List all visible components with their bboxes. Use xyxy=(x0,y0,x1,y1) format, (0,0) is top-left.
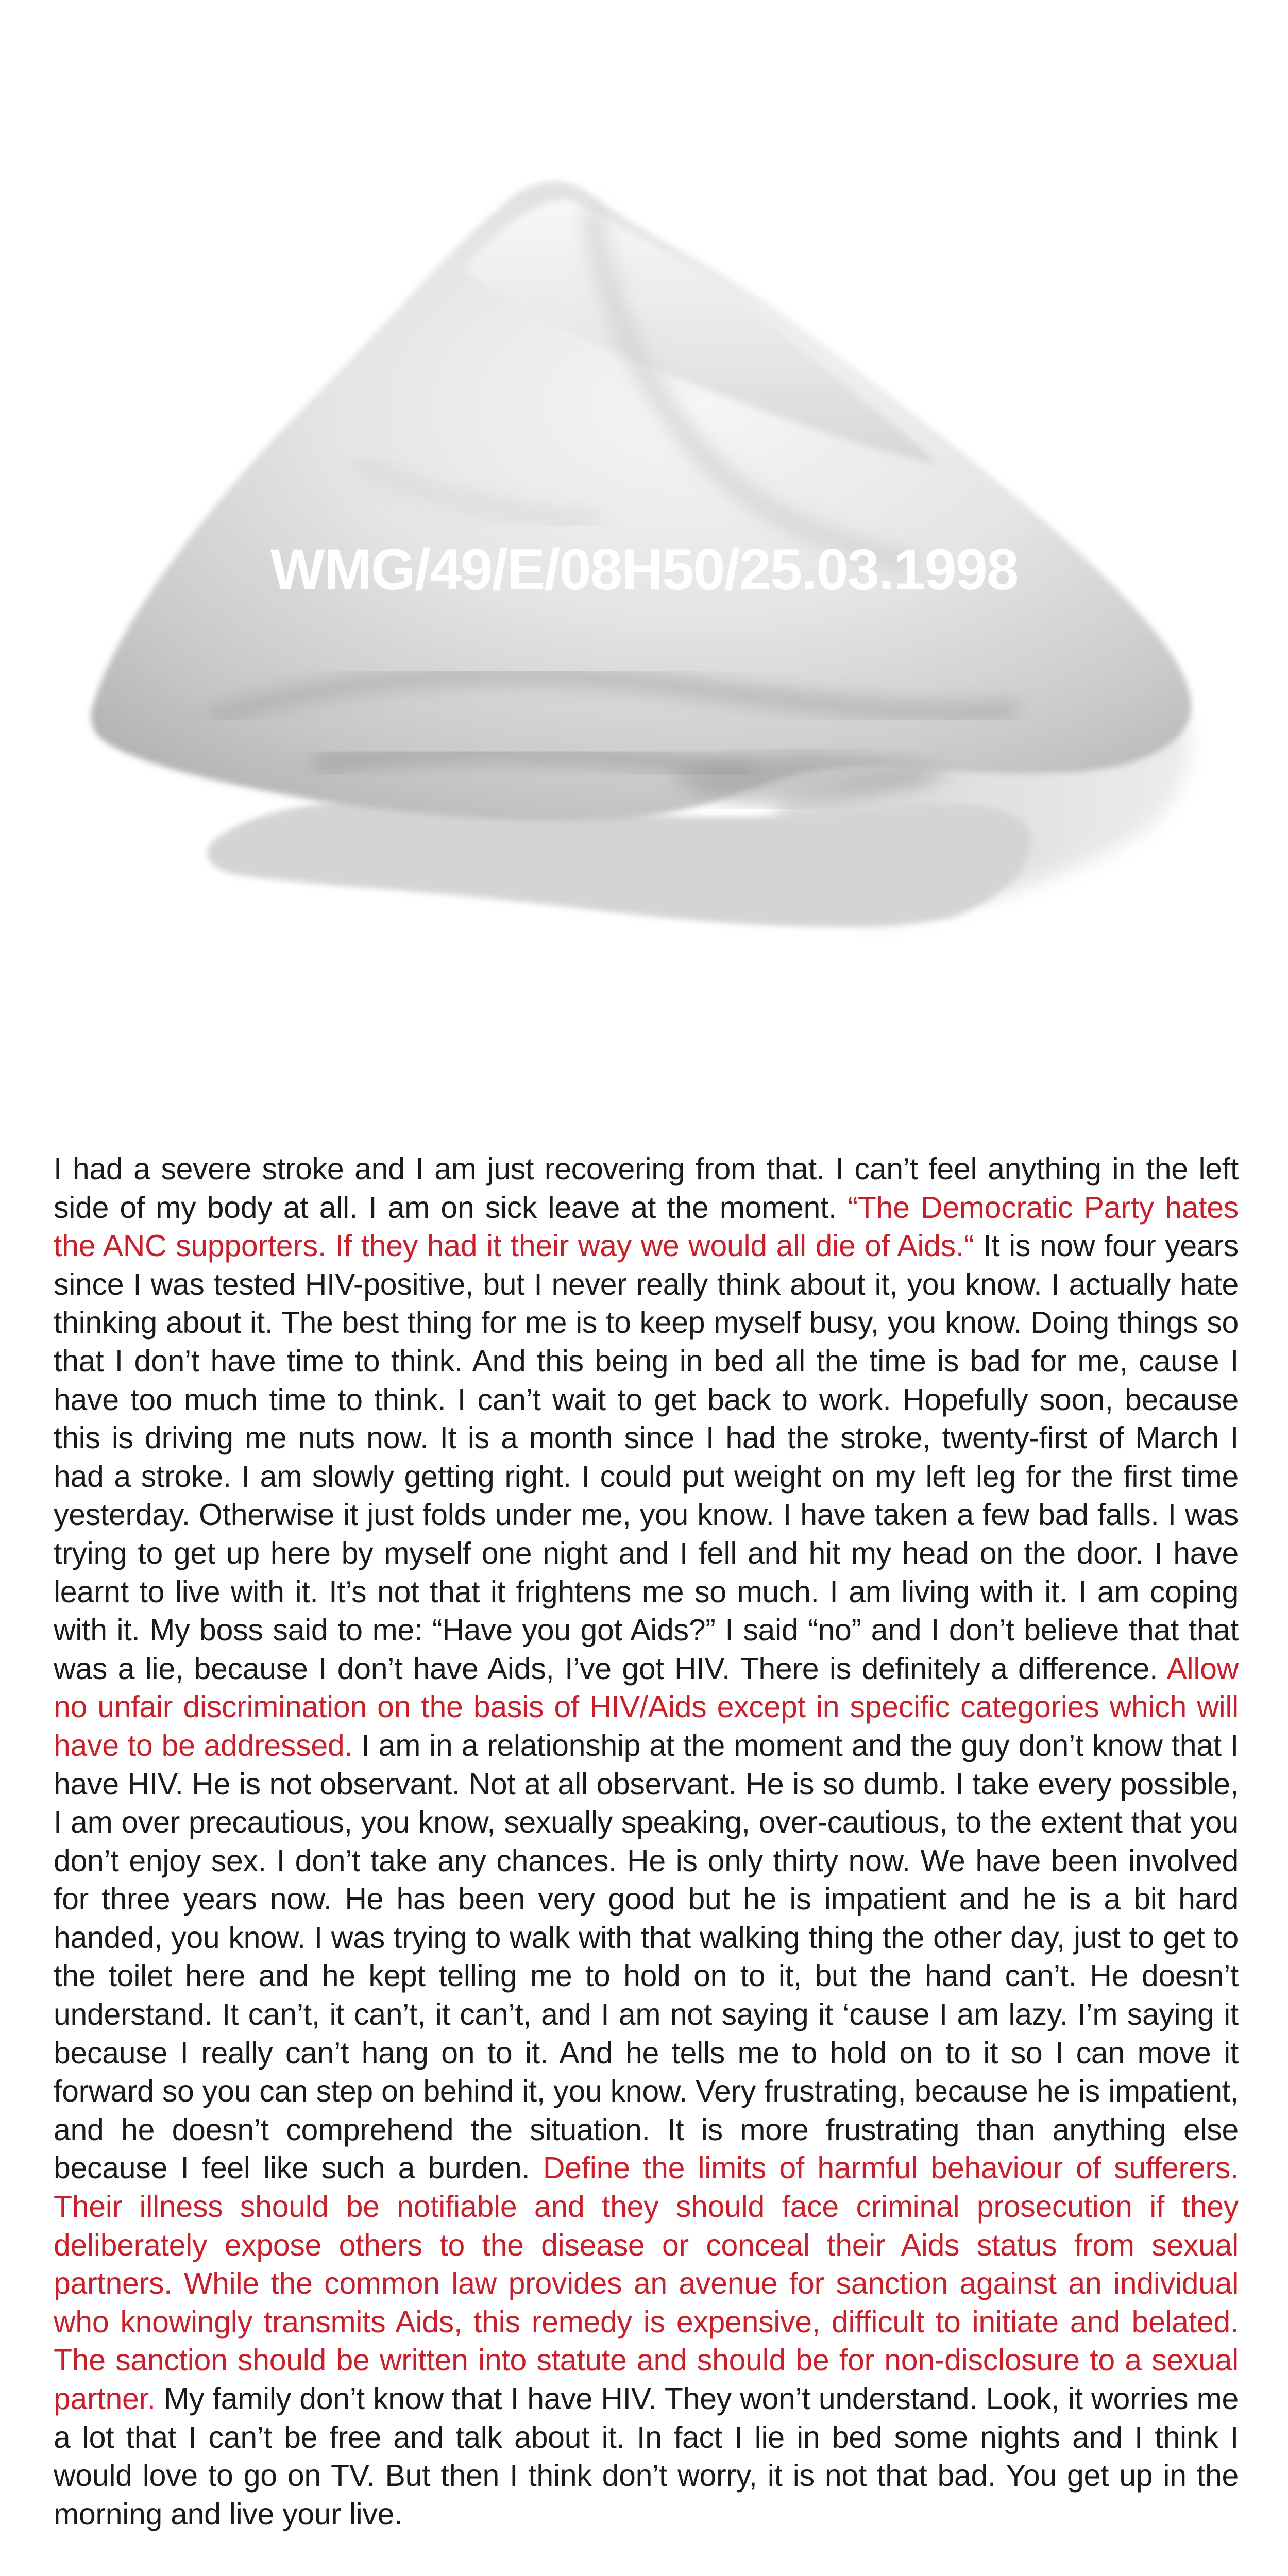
pillow-icon xyxy=(0,0,1288,1056)
photo-caption: WMG/49/E/08H50/25.03.1998 xyxy=(270,537,1018,602)
speech-segment: I am in a relationship at the moment and the guy don’t know that I have HIV. He is not observant. Not at all observant. He is so dumb. I take every possible, I am over precautious, you know, sexually speaking, over-cautious, to the extent that you don’t enjoy sex. I don’t take any chances. He is only thirty now. We have been involved for three years now. He has been very good but he is impatient and he is a bit hard handed, you know. I was trying to walk with that walking thing the other day, just to get to the toilet here and he kept telling me to hold on to it, but the hand can’t. He doesn’t understand. It can’t, it can’t, it can’t, and I am not saying it ‘cause I am lazy. I’m saying it because I really can’t hang on to it. And he tells me to hold on to it so I can move it forward so you can step on behind it, you know. Very frustrating, because he is impatient, and he doesn’t comprehend the situation. It is more frustrating than anything else because I feel like such a burden. xyxy=(54,1728,1239,2185)
quote-segment: Allow no unfair discrimination on the basis of HIV/Aids except in specific categories which will have to be addressed. xyxy=(54,1651,1239,1762)
interview-text xyxy=(54,1150,1239,2533)
speech-segment: My family don’t know that I have HIV. They won’t understand. Look, it worries me a lot that I can’t be free and talk about it. In fact I lie in bed some nights and I think I would love to go on TV. But then I think don’t worry, it is not that bad. You get up in the morning and live your live. xyxy=(54,2382,1239,2531)
quote-segment: Define the limits of harmful behaviour of sufferers. Their illness should be notifiable and they should face criminal prosecution if they deliberately expose others to the disease or conceal their Aids status from sexual partners. While the common law provides an avenue for sanction against an individual who knowingly transmits Aids, this remedy is expensive, difficult to initiate and belated. The sanction should be written into statute and should be for non-disclosure to a sexual partner. xyxy=(54,2151,1239,2416)
speech-segment: I had a severe stroke and I am just recovering from that. I can’t feel anything in the left side of my body at all. I am on sick leave at the moment. xyxy=(54,1152,1239,1225)
speech-segment: It is now four years since I was tested HIV-positive, but I never really think about it, you know. I actually hate thinking about it. The best thing for me is to keep myself busy, you know. Doing things so that I don’t have time to think. And this being in bed all the time is bad for me, cause I have too much time to think. I can’t wait to get back to work. Hopefully soon, because this is driving me nuts now. It is a month since I had the stroke, twenty-first of March I had a stroke. I am slowly getting right. I could put weight on my left leg for the first time yesterday. Otherwise it just folds under me, you know. I have taken a few bad falls. I was trying to get up here by myself one night and I fell and hit my head on the door. I have learnt to live with it. It’s not that it frightens me so much. I am living with it. I am coping with it. My boss said to me: “Have you got Aids?” I said “no” and I don’t believe that that was a lie, because I don’t have Aids, I’ve got HIV. There is definitely a difference. xyxy=(54,1229,1239,1686)
pillow-photo xyxy=(0,0,1288,1056)
quote-segment: “The Democratic Party hates the ANC supporters. If they had it their way we would all die of Aids.“ xyxy=(54,1190,1239,1263)
